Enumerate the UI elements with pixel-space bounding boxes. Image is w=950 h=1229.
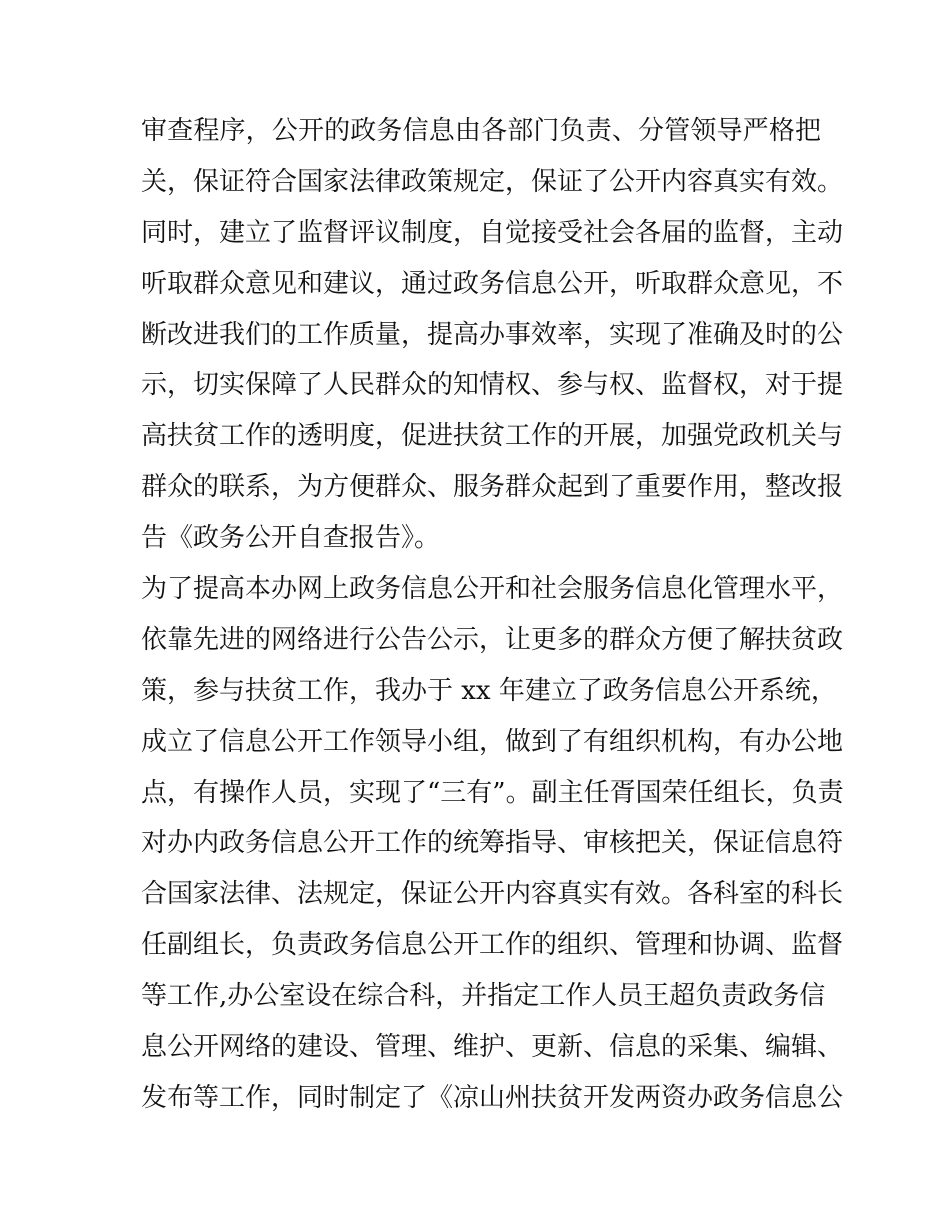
text-line: 审查程序，公开的政务信息由各部门负责、分管领导严格把	[141, 116, 821, 146]
text-line: 依靠先进的网络进行公告公示，让更多的群众方便了解扶贫政	[141, 624, 844, 655]
text-line: 合国家法律、法规定，保证公开内容真实有效。各科室的科长	[141, 879, 844, 910]
body-text	[141, 106, 844, 1124]
text-line: 点，有操作人员，实现了“三有”。副主任胥国荣任组长，负责	[141, 777, 844, 808]
text-line: 关，保证符合国家法律政策规定，保证了公开内容真实有效。	[141, 166, 844, 197]
text-line: 发布等工作，同时制定了《凉山州扶贫开发两资办政务信息公	[141, 1082, 844, 1113]
text-line: 对办内政务信息公开工作的统筹指导、审核把关，保证信息符	[141, 828, 844, 859]
text-line: 高扶贫工作的透明度，促进扶贫工作的开展，加强党政机关与	[141, 421, 844, 452]
text-line: 断改进我们的工作质量，提高办事效率，实现了准确及时的公	[141, 319, 844, 350]
text-line: 听取群众意见和建议，通过政务信息公开，听取群众意见，不	[141, 268, 844, 299]
text-line: 示，切实保障了人民群众的知情权、参与权、监督权，对于提	[141, 370, 844, 401]
text-line: 成立了信息公开工作领导小组，做到了有组织机构，有办公地	[141, 726, 844, 757]
text-line: 告《政务公开自查报告》。	[141, 523, 441, 554]
text-line: 群众的联系，为方便群众、服务群众起到了重要作用，整改报	[141, 472, 844, 503]
text-line: 策，参与扶贫工作，我办于 xx 年建立了政务信息公开系统，	[141, 675, 837, 706]
text-line: 息公开网络的建设、管理、维护、更新、信息的采集、编辑、	[141, 1032, 844, 1063]
text-line: 任副组长，负责政务信息公开工作的组织、管理和协调、监督	[141, 930, 844, 961]
text-line: 等工作,办公室设在综合科，并指定工作人员王超负责政务信	[141, 981, 826, 1012]
text-line: 同时，建立了监督评议制度，自觉接受社会各届的监督，主动	[141, 217, 844, 248]
text-line: 为了提高本办网上政务信息公开和社会服务信息化管理水平，	[141, 574, 844, 605]
